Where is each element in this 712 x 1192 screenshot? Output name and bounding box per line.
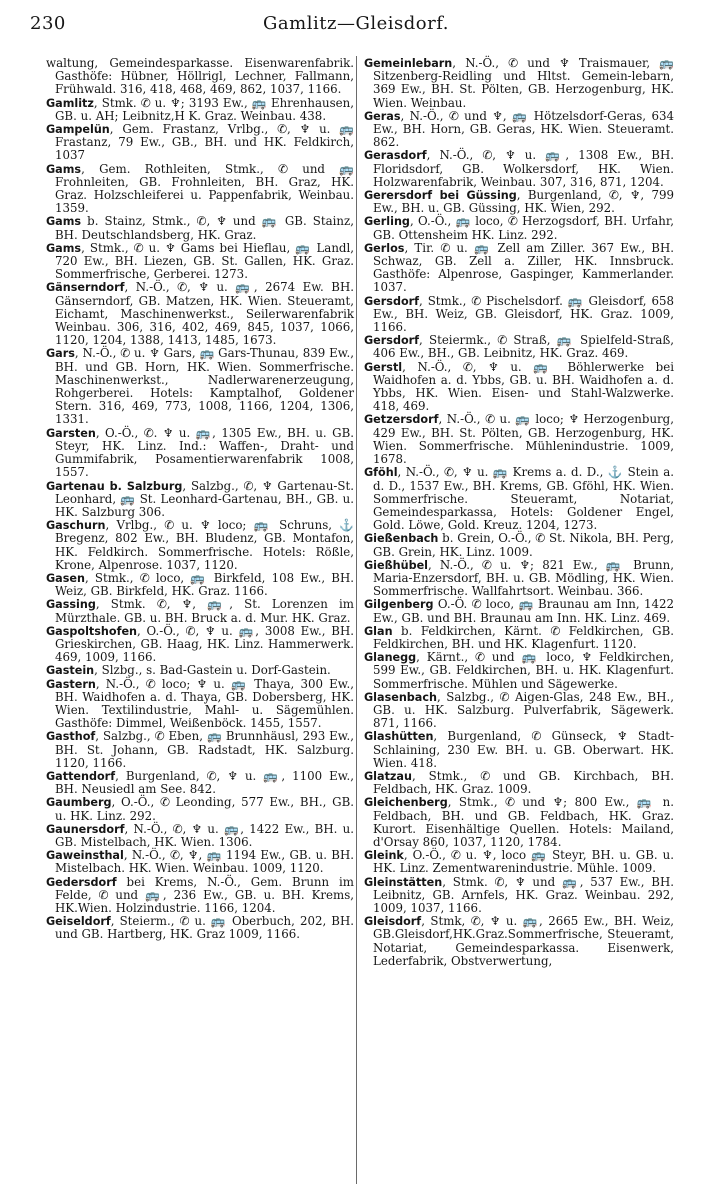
entry-place-name: Geras — [364, 109, 401, 123]
entry-details: , Steierm., ✆ u. 🚌 Oberbuch, 202, BH. und GB. Hartberg, HK. Graz 1009, 1166. — [55, 914, 354, 942]
entry-place-name: Gerlos — [364, 241, 405, 255]
page-header — [0, 0, 712, 40]
left-column — [46, 57, 354, 942]
entry-details: , O.-Ö., 🚌 loco, ✆ Herzogsdorf, BH. Urfahr, GB. Ottensheim HK. Linz. 292. — [373, 214, 674, 242]
entry-place-name: Gerling — [364, 215, 410, 229]
directory-entry — [46, 876, 354, 916]
entry-details: , Stmk. ✆, ♆ und 🚌, 537 Ew., BH. Leibnitz, GB. Arnfels, HK. Graz. Weinbau. 292, 1009, 1037, 1166. — [373, 874, 674, 915]
entry-place-name: Gams — [46, 241, 82, 255]
directory-entry — [46, 849, 354, 875]
directory-entry — [364, 189, 674, 215]
directory-entry — [46, 915, 354, 941]
entry-place-name: Gams — [46, 215, 82, 229]
entry-details: b. Grein, O.-Ö., ✆ St. Nikola, BH. Perg, GB. Grein, HK. Linz. 1009. — [373, 531, 674, 559]
entry-details: , Stmk, ✆, ♆ u. 🚌, 2665 Ew., BH. Weiz, GB.Gleisdorf,HK.Graz.Sommerfrische, Steueramt, Notariat, Gemeindesparkassa. Eisenwerk, Lederfabrik, Obstverwertung, — [373, 914, 674, 968]
entry-place-name: Gerersdorf bei Güssing — [364, 189, 517, 203]
entry-place-name: Glan — [364, 624, 393, 638]
directory-entry — [46, 123, 354, 163]
entry-details: bei Krems, N.-Ö., Gem. Brunn im Felde, ✆ und 🚌, 236 Ew., GB. u. BH. Krems, HK.Wien. Holzindustrie. 1166, 1204. — [55, 874, 354, 915]
entry-details: , Salzbg., ✆ Aigen-Glas, 248 Ew., BH., GB. u. HK. Salzburg. Pulverfabrik, Sägewerk. 871, 1166. — [373, 689, 674, 731]
directory-entry — [364, 149, 674, 189]
directory-entry — [364, 598, 674, 624]
directory-entry — [364, 413, 674, 466]
entry-details: , N.-Ö., ✆, ♆ u. 🚌, 1422 Ew., BH. u. GB. Mistelbach, HK. Wien. 1306. — [55, 821, 354, 849]
entry-details: , Burgenland, ✆, ♆ u. 🚌, 1100 Ew., BH. Neusiedl am See. 842. — [55, 768, 354, 797]
entry-details: , Stmk., ✆ und GB. Kirchbach, BH. Feldbach, HK. Graz. 1009. — [373, 768, 674, 797]
directory-entry — [46, 770, 354, 796]
directory-entry — [46, 242, 354, 282]
entry-place-name: Gassing — [46, 598, 96, 612]
entry-details: b. Stainz, Stmk., ✆, ♆ und 🚌 GB. Stainz, BH. Deutschlandsberg, HK. Graz. — [55, 214, 354, 242]
entry-place-name: Gars — [46, 347, 75, 361]
directory-entry — [364, 876, 674, 916]
entry-details: , O.-Ö., ✆. ♆ u. 🚌, 1305 Ew., BH. u. GB. Steyr, HK. Linz. Ind.: Waffen-, Draht- und Gummifabrik, Posamentierwarenfabrik 1008, 1557. — [55, 425, 354, 480]
directory-entry — [364, 215, 674, 241]
entry-details: , Burgenland, ✆, ♆, 799 Ew., BH. u. GB. Güssing, HK. Wien, 292. — [373, 188, 675, 216]
entry-place-name: Garsten — [46, 426, 96, 440]
entry-details: , N.-Ö., ✆ u. 🚌 loco; ♆ Herzogenburg, 429 Ew., BH. St. Pölten, GB. Herzogenburg, HK. Wien. Sommerfrische. Mühlenindustrie. 1009, 1678. — [373, 412, 674, 467]
entry-place-name: Gasen — [46, 571, 85, 585]
entry-place-name: Gaschurn — [46, 519, 106, 533]
entry-place-name: Gersdorf — [364, 294, 420, 308]
entry-place-name: Gedersdorf — [46, 875, 117, 889]
directory-entry — [46, 625, 354, 665]
entry-details: , Stmk., ✆ loco, 🚌 Birkfeld, 108 Ew., BH. Weiz, GB. Birkfeld, HK. Graz. 1166. — [55, 570, 354, 599]
directory-entry — [364, 559, 674, 599]
entry-place-name: Gießenbach — [364, 532, 439, 546]
directory-entry — [364, 242, 674, 295]
entry-details: , N.-Ö., ✆ u. ♆; 821 Ew., 🚌 Brunn, Maria-Enzersdorf, BH. u. GB. Mödling, HK. Wien. Sommerfrische. Wallfahrtsort. Weinbau. 366. — [373, 557, 674, 599]
directory-entry — [46, 678, 354, 731]
entry-place-name: Glatzau — [364, 769, 412, 783]
entry-place-name: Gerstl — [364, 360, 403, 374]
entry-place-name: Gießhübel — [364, 558, 429, 572]
entry-details: O.-Ö. ✆ loco, 🚌 Braunau am Inn, 1422 Ew., GB. und BH. Braunau am Inn. HK. Linz. 469. — [373, 597, 674, 625]
entry-details: , N.-Ö., ✆, ♆, 🚌 1194 Ew., GB. u. BH. Mistelbach. HK. Wien. Weinbau. 1009, 1120. — [55, 848, 354, 876]
entry-place-name: Gampelün — [46, 123, 110, 137]
directory-entry — [364, 295, 674, 335]
entry-details: , Vrlbg., ✆ u. ♆ loco; 🚌 Schruns, ⚓ Bregenz, 802 Ew., BH. Bludenz, GB. Montafon, HK. Feldkirch. Sommerfrische. Hotels: Rößle, Krone, Alpenrose. 1037, 1120. — [55, 518, 354, 572]
entry-place-name: Gaumberg — [46, 796, 112, 810]
entry-details: , N.-Ö., ✆ und ♆, 🚌 Hötzelsdorf-Geras, 634 Ew., BH. Horn, GB. Geras, HK. Wien. Steueramt. 862. — [373, 108, 674, 150]
entry-place-name: Gastein — [46, 664, 95, 678]
entry-place-name: Gilgenberg — [364, 598, 434, 612]
directory-entry — [364, 849, 674, 875]
entry-place-name: Glanegg — [364, 651, 417, 665]
directory-entry — [46, 519, 354, 572]
entry-details: , Stmk., ✆ u. ♆ Gams bei Hieflau, 🚌 Landl, 720 Ew., BH. Liezen, GB. St. Gallen, HK. Graz. Sommerfrische, Gerberei. 1273. — [55, 240, 354, 282]
column-divider — [356, 56, 357, 1184]
entry-details: , N.-Ö., ✆ u. ♆ Gars, 🚌 Gars-Thunau, 839 Ew., BH. und GB. Horn, HK. Wien. Sommerfrische. Maschinenwerkst., Nadlerwarenerzeugung, Rohgerberei. Hotels: Kamptalhof, Goldener Stern. 316, 469, 773, 1008, 1166, 1204, 1306, 1331. — [55, 346, 354, 427]
directory-entry — [46, 215, 354, 241]
entry-place-name: Gleichenberg — [364, 796, 448, 810]
entry-details: , Steiermk., ✆ Straß, 🚌 Spielfeld-Straß, 406 Ew., BH., GB. Leibnitz, HK. Graz. 469. — [373, 333, 674, 361]
directory-entry — [46, 796, 354, 822]
entry-details: , Stmk., ✆ Pischelsdorf. 🚌 Gleisdorf, 658 Ew., BH. Weiz, GB. Gleisdorf, HK. Graz. 1009, 1166. — [373, 293, 674, 335]
entry-details: , Stmk. ✆ u. ♆; 3193 Ew., 🚌 Ehrenhausen, GB. u. AH; Leibnitz,H K. Graz. Weinbau. 438. — [55, 95, 354, 123]
entry-details: , Burgenland, ✆ Günseck, ♆ Stadt-Schlaining, 230 Ew. BH. u. GB. Oberwart. HK. Wien. 418. — [373, 729, 674, 770]
entry-place-name: Gleinstätten — [364, 875, 443, 889]
entry-details: , Tir. ✆ u. 🚌 Zell am Ziller. 367 Ew., BH. Schwaz, GB. Zell a. Ziller, HK. Innsbruck. Gasthöfe: Alpenrose, Gaspinger, Kammerlander. 1037. — [373, 240, 674, 295]
entry-place-name: Gleisdorf — [364, 915, 422, 929]
directory-entry — [46, 427, 354, 480]
directory-entry — [364, 915, 674, 968]
entry-place-name: Gastern — [46, 677, 96, 691]
entry-place-name: Geiseldorf — [46, 915, 111, 929]
directory-entry — [46, 347, 354, 426]
directory-entry — [364, 796, 674, 849]
directory-entry — [46, 281, 354, 347]
entry-place-name: Gasthof — [46, 730, 96, 744]
directory-entry — [364, 110, 674, 150]
entry-place-name: Gams — [46, 162, 82, 176]
directory-entry — [46, 163, 354, 216]
entry-details: , Kärnt., ✆ und 🚌 loco, ♆ Feldkirchen, 599 Ew., GB. Feldkirchen, BH. u. HK. Klagenfurt. Sommerfrische. Mühlen und Sägewerke. — [373, 650, 674, 691]
directory-entry — [46, 823, 354, 849]
entry-details: b. Feldkirchen, Kärnt. ✆ Feldkirchen, GB. Feldkirchen, BH. und HK. Klagenfurt. 1120. — [373, 623, 674, 651]
directory-entry — [364, 691, 674, 731]
entry-place-name: Getzersdorf — [364, 413, 439, 427]
entry-details: , Gem. Rothleiten, Stmk., ✆ und 🚌 Frohnleiten, GB. Frohnleiten, BH. Graz, HK. Graz. Holzschleiferei u. Pappenfabrik, Weinbau. 1359. — [55, 161, 354, 216]
directory-entry — [46, 57, 354, 97]
directory-entry — [364, 770, 674, 796]
directory-entry — [364, 532, 674, 558]
directory-entry — [364, 625, 674, 651]
entry-place-name: Gaspoltshofen — [46, 624, 137, 638]
entry-details: , Salzbg., ✆ Eben, 🚌 Brunnhäusl, 293 Ew., BH. St. Johann, GB. Radstadt, HK. Salzburg. 1120, 1166. — [55, 729, 354, 770]
directory-entry — [364, 651, 674, 691]
entry-details: waltung, Gemeindesparkasse. Eisenwarenfabrik. Gasthöfe: Hübner, Höllrigl, Lechner, Fallmann, Frühwald. 316, 418, 468, 469, 862, 1037, 1166. — [46, 56, 354, 97]
directory-entry — [46, 598, 354, 624]
entry-details: , N.-Ö., ✆, ♆ u. 🚌 Böhlerwerke bei Waidhofen a. d. Ybbs, GB. u. BH. Waidhofen a. d. Ybbs, HK. Wien. Eisen- und Stahl-Walzwerke. 418, 469. — [373, 359, 674, 414]
entry-details: , N.-Ö., ✆ und ♆ Traismauer, 🚌 Sitzenberg-Reidling und Hltst. Gemein-lebarn, 369 Ew., BH. St. Pölten, GB. Herzogenburg, HK. Wien. Weinbau. — [373, 56, 674, 110]
entry-details: , Gem. Frastanz, Vrlbg., ✆, ♆ u. 🚌 Frastanz, 79 Ew., GB., BH. und HK. Feldkirch, 1037 — [55, 122, 354, 163]
entry-details: , O.-Ö., ✆ u. ♆, loco 🚌 Steyr, BH. u. GB. u. HK. Linz. Zementwarenindustrie. Mühle. 1009. — [373, 848, 674, 876]
entry-place-name: Gartenau b. Salzburg — [46, 479, 183, 493]
entry-place-name: Gleink — [364, 849, 404, 863]
entry-place-name: Gaunersdorf — [46, 822, 125, 836]
directory-entry — [364, 57, 674, 110]
directory-entry — [46, 730, 354, 770]
directory-entry — [364, 466, 674, 532]
directory-entry — [364, 730, 674, 770]
entry-place-name: Glasenbach — [364, 690, 437, 704]
entry-place-name: Gföhl — [364, 466, 398, 480]
entry-details: , N.-Ö., ✆ loco; ♆ u. 🚌 Thaya, 300 Ew., BH. Waidhofen a. d. Thaya, GB. Dobersberg, HK. Wien. Textilindustrie, Mahl- u. Sägemühlen. Gasthöfe: Dimmel, Weißenböck. 1455, 1557. — [55, 676, 354, 731]
entry-details: , Salzbg., ✆, ♆ Gartenau-St. Leonhard, 🚌 St. Leonhard-Gartenau, BH., GB. u. HK. Salzburg 306. — [55, 478, 354, 519]
entry-details: , O.-Ö., ✆, ♆ u. 🚌, 3008 Ew., BH. Grieskirchen, GB. Haag, HK. Linz. Hammerwerk. 469, 1009, 1166. — [55, 623, 354, 665]
entry-place-name: Glashütten — [364, 730, 434, 744]
entry-details: , N.-Ö., ✆, ♆ u. 🚌, 1308 Ew., BH. Floridsdorf, GB. Wolkersdorf, HK. Wien. Holzwarenfabrik, Weinbau. 307, 316, 871, 1204. — [373, 148, 674, 189]
entry-place-name: Gattendorf — [46, 769, 116, 783]
right-column — [364, 57, 674, 968]
entry-place-name: Gemeinlebarn — [364, 57, 453, 70]
entry-details: , N.-Ö., ✆, ♆ u. 🚌 Krems a. d. D., ⚓ Stein a. d. D., 1537 Ew., BH. Krems, GB. Gföhl, HK. Wien. Sommerfrische. Steueramt, Notariat, Gemeindesparkassa, Hotels: Goldener Engel, Gold. Löwe, Gold. Kreuz. 1204, 1273. — [373, 465, 674, 533]
entry-place-name: Gerasdorf — [364, 149, 427, 163]
directory-entry — [364, 334, 674, 360]
entry-place-name: Gaweinsthal — [46, 849, 124, 863]
running-title: Gamlitz—Gleisdorf. — [263, 13, 449, 34]
entry-place-name: Gänserndorf — [46, 281, 125, 295]
directory-entry — [46, 97, 354, 123]
directory-entry — [364, 361, 674, 414]
entry-details: , Stmk., ✆ und ♆; 800 Ew., 🚌 n. Feldbach, BH. und GB. Feldbach, HK. Graz. Kurort. Eisenhältige Quellen. Hotels: Mailand, d'Orsay 860, 1037, 1120, 1784. — [373, 795, 674, 849]
entry-details: , Stmk. ✆, ♆, 🚌, St. Lorenzen im Mürzthale. GB. u. BH. Bruck a. d. Mur. HK. Graz. — [55, 597, 354, 625]
directory-entry — [46, 572, 354, 598]
entry-details: , Slzbg., s. Bad-Gastein u. Dorf-Gastein. — [94, 663, 331, 678]
entry-place-name: Gamlitz — [46, 96, 94, 110]
entry-details: , O.-Ö., ✆ Leonding, 577 Ew., BH., GB. u. HK. Linz. 292. — [55, 795, 354, 823]
entry-place-name: Gersdorf — [364, 334, 420, 348]
directory-entry — [46, 480, 354, 520]
page-number: 230 — [30, 13, 66, 34]
entry-details: , N.-Ö., ✆, ♆ u. 🚌, 2674 Ew. BH. Gänserndorf, GB. Matzen, HK. Wien. Steueramt, Eichamt, Maschinenwerkst., Seilerwarenfabrik Weinbau. 306, 316, 402, 469, 845, 1037, 1066, 1120, 1204, 1388, 1413, 1485, 1673. — [55, 280, 354, 348]
